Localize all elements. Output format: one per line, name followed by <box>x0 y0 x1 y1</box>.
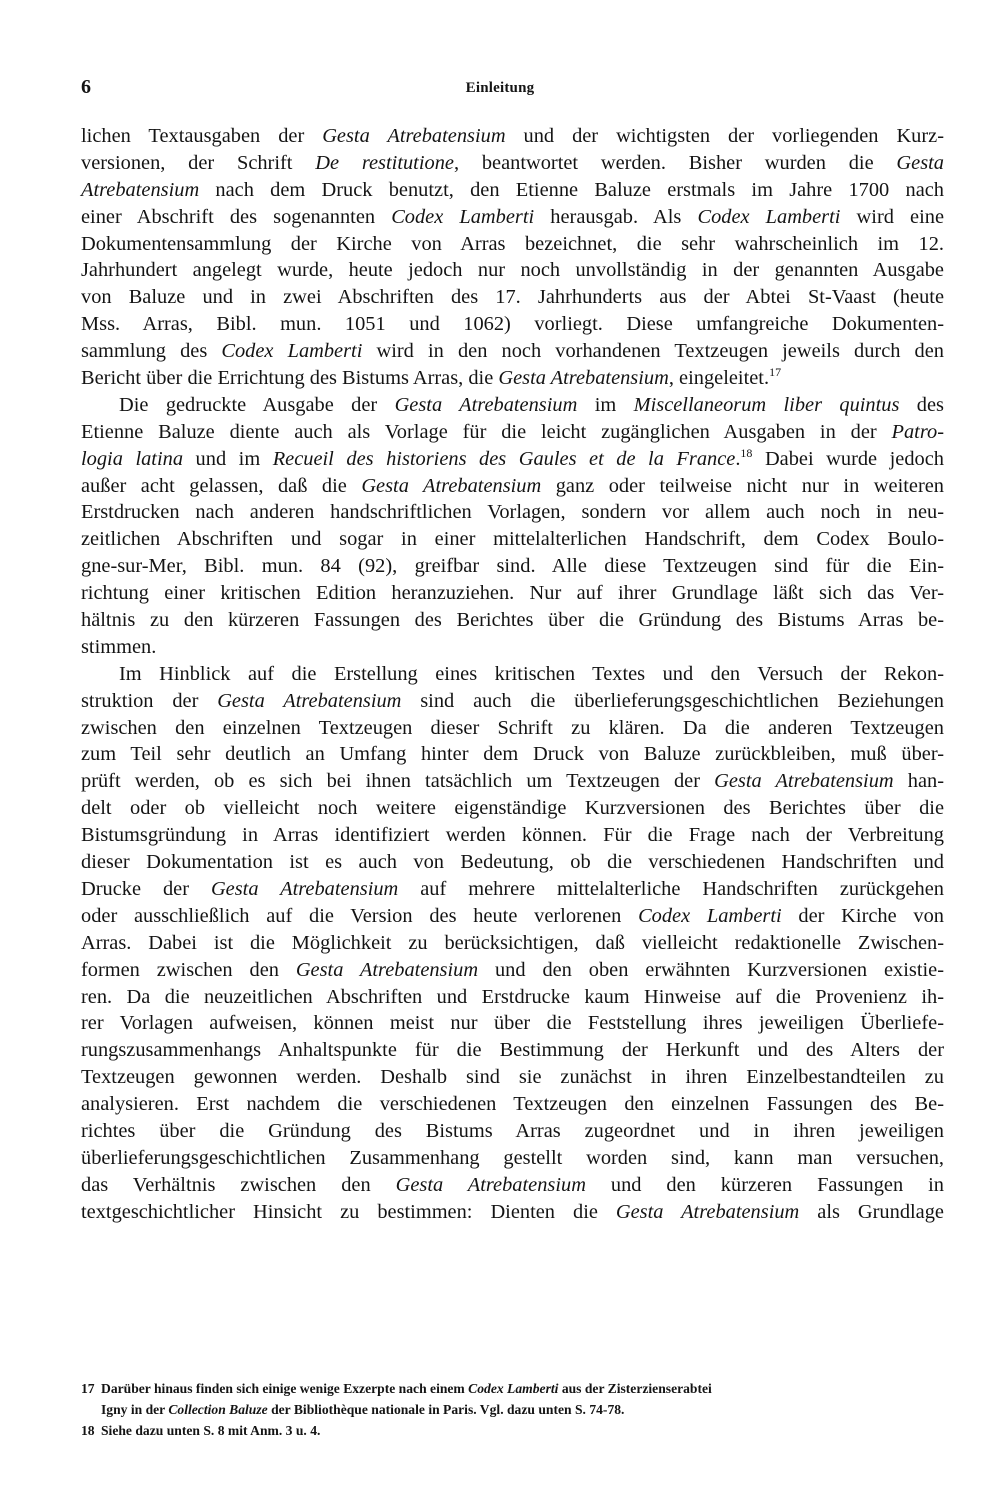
italic-title: Miscellaneorum liber quintus <box>633 393 900 416</box>
text-run: Jahrhundert angelegt wurde, heute jedoch nur noch unvollständig in der genannten Ausgabe <box>81 259 944 282</box>
text-line <box>81 876 944 903</box>
text-run: Im Hinblick auf die Erstellung eines kritischen Textes und den Versuch der Rekon- <box>119 662 944 685</box>
text-run: wird in den noch vorhandenen Textzeugen jeweils durch den <box>362 340 944 363</box>
text-run: gne-sur-Mer, Bibl. mun. 84 (92), greifbar sind. Alle diese Textzeugen sind für die Ein- <box>81 555 944 578</box>
text-line <box>81 1037 944 1064</box>
text-run: außer acht gelassen, daß die <box>81 474 362 497</box>
text-run: Dokumentensammlung der Kirche von Arras bezeichnet, die sehr wahrscheinlich im 12. <box>81 232 944 255</box>
italic-title: Gesta Atrebatensium <box>322 125 506 147</box>
text-run: Drucke der <box>81 877 211 900</box>
text-run: als Grundlage <box>799 1200 944 1223</box>
text-run: und im <box>183 447 273 470</box>
text-run: han- <box>893 770 944 793</box>
text-run: sind auch die überlieferungsgeschichtlichen Beziehungen <box>401 689 944 712</box>
text-run: prüft werden, ob es sich bei ihnen tatsächlich um Textzeugen der <box>81 770 715 793</box>
text-run: zum Teil sehr deutlich an Umfang hinter dem Druck von Baluze zurückbleiben, muß über- <box>81 743 944 766</box>
text-line <box>81 204 944 231</box>
italic-title: Gesta Atrebatensium <box>498 367 669 390</box>
text-run: und den kürzeren Fassungen in <box>585 1173 944 1196</box>
footnote-number: 17 <box>81 1381 95 1396</box>
footnote-number: 18 <box>81 1423 95 1438</box>
text-line <box>81 1091 944 1118</box>
text-run: herausgab. Als <box>534 205 698 228</box>
text-run: rungszusammenhangs Anhaltspunkte für die Bestimmung der Herkunft und des Alters der <box>81 1039 944 1062</box>
text-run: Bistumsgründung in Arras identifiziert werden können. Für die Frage nach der Verbreitung <box>81 824 944 847</box>
text-run: der Kirche von <box>781 904 944 927</box>
text-run: formen zwischen den <box>81 958 296 981</box>
text-line <box>81 903 944 930</box>
text-run: Darüber hinaus finden sich einige wenige Exzerpte nach einem <box>101 1381 469 1396</box>
text-line <box>81 1172 944 1199</box>
text-run: delt oder ob vielleicht noch weitere eigenständige Kurzversionen des Berichtes über die <box>81 797 944 820</box>
text-run: zwischen den einzelnen Textzeugen dieser Schrift zu klären. Da die anderen Textzeugen <box>81 716 944 739</box>
text-line <box>81 741 944 768</box>
text-line <box>81 688 944 715</box>
text-run: wird eine <box>840 205 945 228</box>
text-line <box>81 822 944 849</box>
text-line <box>81 231 944 258</box>
text-run: oder ausschließlich auf die Version des heute verlorenen <box>81 904 639 927</box>
text-line <box>81 311 944 338</box>
text-line <box>81 446 944 473</box>
body-text <box>81 123 944 1226</box>
footnote-line <box>81 1378 961 1399</box>
italic-title: Codex Lamberti <box>468 1381 559 1396</box>
text-line <box>81 419 944 446</box>
text-line <box>81 1064 944 1091</box>
text-run: von Baluze und in zwei Abschriften des 17. Jahrhunderts aus der Abtei St-Vaast (heute <box>81 286 944 309</box>
page-number: 6 <box>81 76 91 98</box>
running-title: Einleitung <box>465 80 535 96</box>
text-line <box>81 553 944 580</box>
footnote-ref: 17 <box>769 365 782 380</box>
text-line <box>81 930 944 957</box>
text-line <box>81 607 944 634</box>
text-run: hältnis zu den kürzeren Fassungen des Berichtes über die Gründung des Bistums Arras be- <box>81 609 944 632</box>
text-line <box>81 257 944 284</box>
text-line <box>81 580 944 607</box>
text-line <box>81 768 944 795</box>
text-run: der Bibliothèque nationale in Paris. Vgl. dazu unten S. 74-78. <box>267 1402 625 1417</box>
text-line <box>81 1118 944 1145</box>
italic-title: Gesta Atrebatensium <box>210 877 399 900</box>
text-run: Mss. Arras, Bibl. mun. 1051 und 1062) vorliegt. Diese umfangreiche Dokumenten- <box>81 313 944 336</box>
text-run: Bericht über die Errichtung des Bistums Arras, die <box>81 367 499 390</box>
text-run: richtes über die Gründung des Bistums Arras zugeordnet und in ihren jeweiligen <box>81 1119 944 1142</box>
text-run: und der wichtigsten der vorliegenden Kurz- <box>505 125 944 147</box>
italic-title: Atrebatensium <box>81 178 200 201</box>
text-line <box>81 526 944 553</box>
text-run: richtung einer kritischen Edition heranzuziehen. Nur auf ihrer Grundlage läßt sich das Ver- <box>81 582 944 605</box>
text-run: struktion der <box>81 689 218 712</box>
text-run: textgeschichtlicher Hinsicht zu bestimmen: Dienten die <box>81 1200 616 1223</box>
text-line <box>81 499 944 526</box>
footnote-ref: 18 <box>740 445 753 460</box>
italic-title: Codex Lamberti <box>638 904 782 927</box>
text-run: Textzeugen gewonnen werden. Deshalb sind sie zunächst in ihren Einzelbestandteilen zu <box>81 1066 944 1089</box>
text-run: Die gedruckte Ausgabe der <box>119 393 395 416</box>
text-run: aus der Zisterzienserabtei <box>558 1381 712 1396</box>
text-line <box>81 849 944 876</box>
text-run: überlieferungsgeschichtlichen Zusammenhang gestellt worden sind, kann man versuchen, <box>81 1146 944 1169</box>
text-run: analysieren. Erst nachdem die verschiedenen Textzeugen den einzelnen Fassungen des Be- <box>81 1093 944 1116</box>
text-run: rer Vorlagen aufweisen, können meist nur über die Feststellung ihres jeweiligen Überliefe- <box>81 1012 944 1035</box>
italic-title: Gesta Atrebatensium <box>395 1173 586 1196</box>
text-run: auf mehrere mittelalterliche Handschriften zurückgehen <box>398 877 944 900</box>
italic-title: Codex Lamberti <box>221 340 363 363</box>
italic-title: Gesta Atrebatensium <box>361 474 542 497</box>
text-line <box>81 1199 944 1226</box>
text-run: des <box>899 393 944 416</box>
italic-title: Gesta Atrebatensium <box>615 1200 800 1223</box>
text-line <box>81 634 944 661</box>
italic-title: Gesta Atrebatensium <box>217 689 402 712</box>
italic-title: Gesta Atrebatensium <box>295 958 479 981</box>
italic-title: Gesta Atrebatensium <box>394 393 578 416</box>
text-run: , beantwortet werden. Bisher wurden die <box>453 151 897 174</box>
text-run: das Verhältnis zwischen den <box>81 1173 396 1196</box>
text-run: Etienne Baluze diente auch als Vorlage für die leicht zugänglichen Ausgaben in der <box>81 420 892 443</box>
text-run: dieser Dokumentation ist es auch von Bedeutung, ob die verschiedenen Handschriften und <box>81 851 944 874</box>
italic-title: Gesta Atrebatensium <box>714 770 894 793</box>
text-line <box>81 795 944 822</box>
text-run: Siehe dazu unten S. 8 mit Anm. 3 u. 4. <box>101 1423 321 1438</box>
text-run: und den oben erwähnten Kurzversionen existie- <box>478 958 944 981</box>
italic-title: logia latina <box>81 447 184 470</box>
text-line <box>81 338 944 365</box>
italic-title: Patro- <box>891 420 944 443</box>
text-run: Dabei wurde jedoch <box>752 447 944 470</box>
text-run: einer Abschrift des sogenannten <box>81 205 392 228</box>
text-line <box>81 123 944 150</box>
text-line <box>81 1010 944 1037</box>
text-line <box>81 984 944 1011</box>
text-run: ren. Da die neuzeitlichen Abschriften und Erstdrucke kaum Hinweise auf die Provenienz ih- <box>81 985 944 1008</box>
text-run: im <box>577 393 634 416</box>
text-run: nach dem Druck benutzt, den Etienne Baluze erstmals im Jahre 1700 nach <box>199 178 944 201</box>
italic-title: Collection Baluze <box>168 1402 268 1417</box>
text-line <box>81 284 944 311</box>
text-run: Arras. Dabei ist die Möglichkeit zu berücksichtigen, daß vielleicht redaktionelle Zwischen- <box>81 931 944 954</box>
text-run: Erstdrucken nach anderen handschriftlichen Vorlagen, sondern vor allem auch noch in neu- <box>81 501 944 524</box>
text-run: sammlung des <box>81 340 222 363</box>
text-line <box>81 473 944 500</box>
footnotes <box>81 1378 961 1441</box>
text-run: Igny in der <box>101 1402 169 1417</box>
text-run: zeitlichen Abschriften und sogar in einer mittelalterlichen Handschrift, dem Codex Boulo- <box>81 528 944 551</box>
text-run: lichen Textausgaben der <box>81 125 323 147</box>
text-line <box>81 177 944 204</box>
text-run: ganz oder teilweise nicht nur in weiteren <box>541 474 944 497</box>
text-run: , eingeleitet. <box>668 367 770 390</box>
text-run: versionen, der Schrift <box>81 151 316 174</box>
text-line <box>81 392 944 419</box>
text-run: . <box>735 447 741 470</box>
text-line <box>81 1145 944 1172</box>
italic-title: De restitutione <box>315 151 454 174</box>
footnote-line <box>81 1399 961 1420</box>
text-run: stimmen. <box>81 635 157 658</box>
text-line <box>81 150 944 177</box>
text-line <box>81 715 944 742</box>
text-line <box>81 957 944 984</box>
italic-title: Codex Lamberti <box>697 205 841 228</box>
text-line <box>81 661 944 688</box>
italic-title: Codex Lamberti <box>391 205 535 228</box>
italic-title: Recueil des historiens des Gaules et de la France <box>272 447 736 470</box>
text-line <box>81 365 944 392</box>
footnote-line <box>81 1420 961 1441</box>
italic-title: Gesta <box>896 151 944 174</box>
